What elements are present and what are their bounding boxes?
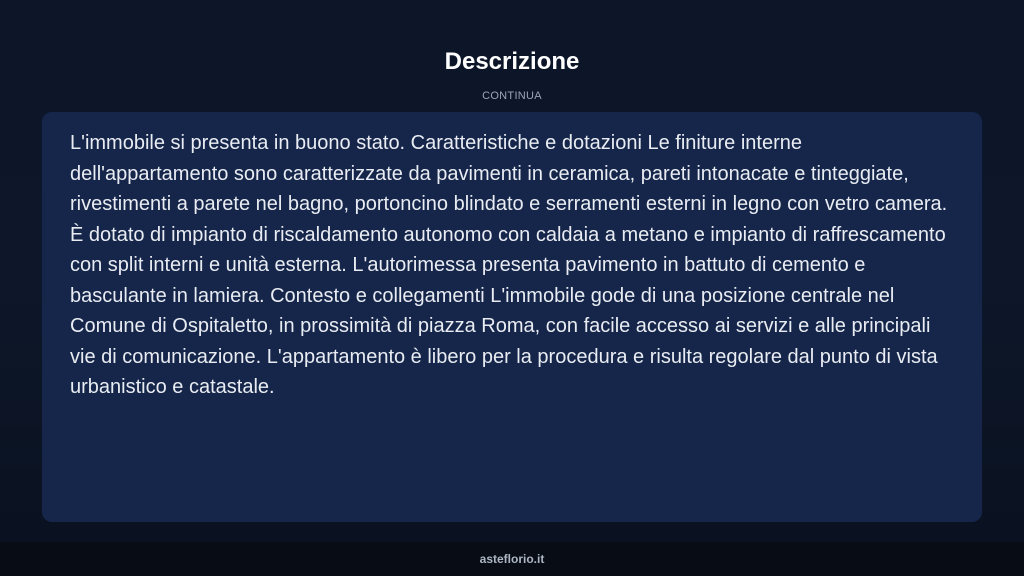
continue-link[interactable]: CONTINUA xyxy=(482,90,542,102)
description-text: L'immobile si presenta in buono stato. Caratteristiche e dotazioni Le finiture interne dell'appartamento sono caratterizzate da pavimenti in ceramica, pareti intonacate e tinteggiate, rivestimenti a parete nel bagno, portoncino blindato e serramenti esterni in legno con vetro camera. È dotato di impianto di riscaldamento autonomo con caldaia a metano e impianto di raffrescamento con split interni e unità esterna. L'autorimessa presenta pavimento in battuto di cemento e basculante in lamiera. Contesto e collegamenti L'immobile gode di una posizione centrale nel Comune di Ospitaletto, in prossimità di piazza Roma, con facile accesso ai servizi e alle principali vie di comunicazione. L'appartamento è libero per la procedura e risulta regolare dal punto di vista urbanistico e catastale. xyxy=(70,132,948,398)
footer-bar xyxy=(0,542,1024,576)
description-card xyxy=(42,112,982,522)
page-title: Descrizione xyxy=(444,48,580,75)
footer-site-label: asteflorio.it xyxy=(479,552,545,566)
